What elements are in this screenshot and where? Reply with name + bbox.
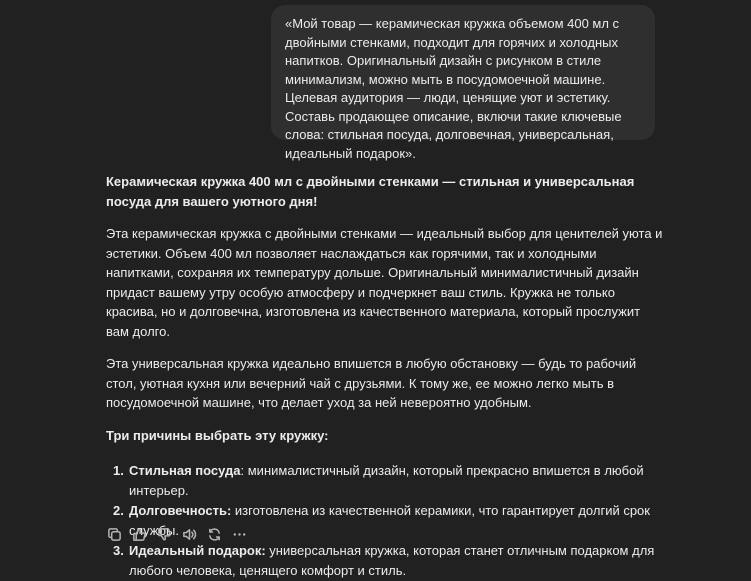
bad-response-button[interactable] xyxy=(156,526,173,543)
user-message-bubble xyxy=(271,5,655,161)
list-item-term: Идеальный подарок: xyxy=(129,543,266,558)
response-paragraph-2: Эта универсальная кружка идеально впишется в любую обстановку — будь то рабочий стол, уютная кухня или вечерний чай с друзьями. К тому же, ее можно легко мыть в посудомоечной машине, что делает уход за ней невероятно удобным. xyxy=(106,356,637,410)
list-item-text: : минималистичный дизайн, который прекрасно впишется в любой интерьер. xyxy=(129,463,644,498)
thumbs-up-icon xyxy=(132,527,147,542)
assistant-response xyxy=(106,172,666,581)
regenerate-button[interactable] xyxy=(206,526,223,543)
more-icon xyxy=(232,527,247,542)
reasons-title: Три причины выбрать эту кружку: xyxy=(106,427,329,443)
more-button[interactable] xyxy=(231,526,248,543)
good-response-button[interactable] xyxy=(131,526,148,543)
list-item xyxy=(106,461,666,500)
list-item-number: 1. xyxy=(113,463,124,478)
read-aloud-button[interactable] xyxy=(181,526,198,543)
response-paragraph-1: Эта керамическая кружка с двойными стенками — идеальный выбор для ценителей уюта и эстетики. Объем 400 мл позволяет наслаждаться как горячими, так и холодными напитками, сохраняя их температуру дольше. Оригинальный минималистичный дизайн придаст вашему утру особую атмосферу и подчеркнет ваш стиль. Кружка не только красива, но и долговечна, изготовлена из качественного материала, который прослужит вам долго. xyxy=(106,226,663,339)
list-item-term: Стильная посуда xyxy=(129,463,241,478)
regenerate-icon xyxy=(207,527,222,542)
list-item-number: 2. xyxy=(113,503,124,518)
user-message-text: «Мой товар — керамическая кружка объемом 400 мл с двойными стенками, подходит для горячих и холодных напитков. Оригинальный дизайн с рисунком в стиле минимализм, можно мыть в посудомоечной машине. Целевая аудитория — люди, ценящие уют и эстетику. Составь продающее описание, включи такие ключевые слова: стильная посуда, долговечная, универсальная, идеальный подарок». xyxy=(285,16,622,161)
copy-icon xyxy=(107,527,122,542)
list-item xyxy=(106,541,666,580)
message-actions xyxy=(106,524,248,544)
thumbs-down-icon xyxy=(157,527,172,542)
reasons-list xyxy=(106,461,666,580)
read-aloud-icon xyxy=(182,527,197,542)
response-headline: Керамическая кружка 400 мл с двойными стенками — стильная и универсальная посуда для вашего уютного дня! xyxy=(106,174,635,209)
list-item-text: универсальная кружка, которая станет отличным подарком для любого человека, ценящего комфорт и стиль. xyxy=(129,543,655,578)
list-item-term: Долговечность: xyxy=(129,503,232,518)
copy-button[interactable] xyxy=(106,526,123,543)
list-item-text: изготовлена из качественной керамики, что гарантирует долгий срок службы. xyxy=(129,503,650,538)
list-item-number: 3. xyxy=(113,543,124,558)
